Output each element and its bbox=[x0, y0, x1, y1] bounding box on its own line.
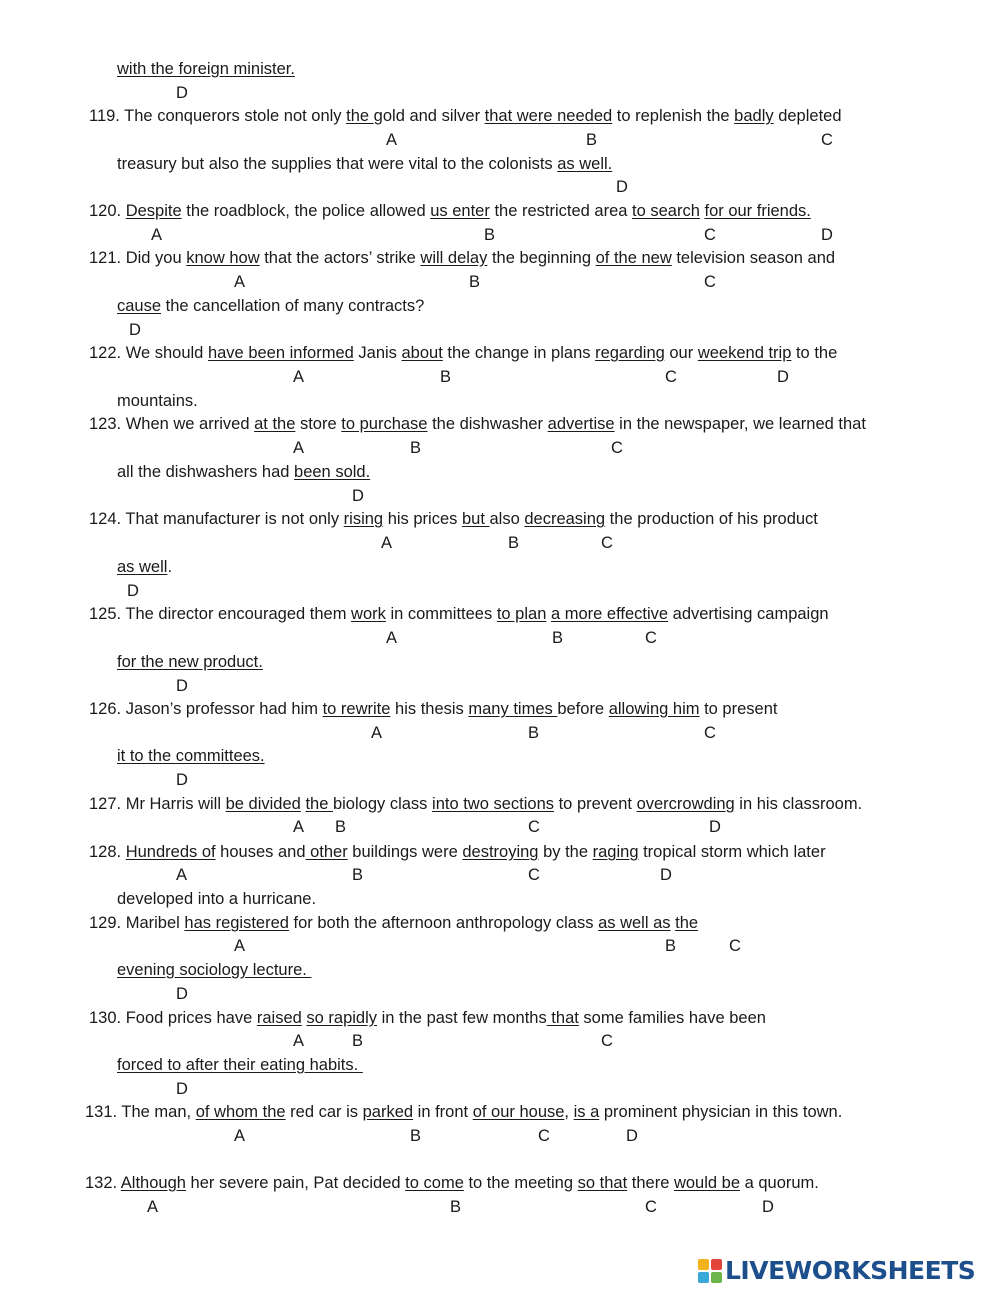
question-text-line bbox=[117, 1055, 363, 1075]
logo-cube bbox=[711, 1259, 722, 1270]
underlined-option: as well as bbox=[598, 914, 671, 932]
option-label-a: A bbox=[176, 866, 188, 884]
question-text: developed into a hurricane. bbox=[117, 890, 317, 908]
question-text-line bbox=[89, 414, 866, 434]
underlined-option: have been informed bbox=[207, 344, 354, 362]
logo-cube bbox=[698, 1272, 709, 1283]
question-text: 132. bbox=[85, 1174, 121, 1192]
question-text: 126. Jason’s professor had him bbox=[89, 700, 323, 718]
option-label-c: C bbox=[704, 273, 716, 291]
question-text: the production of his product bbox=[605, 510, 818, 528]
underlined-option: that were needed bbox=[484, 107, 613, 125]
question-text: store bbox=[295, 415, 342, 433]
option-label-d: D bbox=[127, 582, 139, 600]
option-label-b: B bbox=[352, 1032, 364, 1050]
option-label-b: B bbox=[665, 937, 677, 955]
option-label-a: A bbox=[234, 273, 246, 291]
underlined-option: know how bbox=[186, 249, 260, 267]
option-label-d: D bbox=[762, 1198, 774, 1216]
question-text: there bbox=[627, 1174, 674, 1192]
question-text-line bbox=[117, 960, 311, 980]
question-text: houses and bbox=[215, 843, 306, 861]
question-text: the change in plans bbox=[442, 344, 596, 362]
option-label-d: D bbox=[626, 1127, 638, 1145]
underlined-option: decreasing bbox=[524, 510, 606, 528]
option-label-a: A bbox=[293, 818, 305, 836]
underlined-option: the bbox=[346, 107, 374, 125]
underlined-option: evening sociology lecture. bbox=[117, 961, 312, 979]
question-text: in the past few months bbox=[377, 1009, 547, 1027]
question-text: buildings were bbox=[347, 843, 463, 861]
underlined-option: it to the committees. bbox=[117, 747, 265, 765]
option-label-d: D bbox=[129, 321, 141, 339]
question-text-line bbox=[89, 1008, 766, 1028]
option-label-c: C bbox=[538, 1127, 550, 1145]
question-text: 122. We should bbox=[89, 344, 208, 362]
question-text-line bbox=[89, 509, 818, 529]
question-text: , bbox=[564, 1103, 574, 1121]
option-label-b: B bbox=[528, 724, 540, 742]
question-text: in the newspaper, we learned that bbox=[614, 415, 866, 433]
option-label-b: B bbox=[552, 629, 564, 647]
question-text: mountains. bbox=[117, 392, 198, 410]
underlined-option: weekend trip bbox=[697, 344, 792, 362]
underlined-option: as well. bbox=[557, 155, 613, 173]
question-text: 123. When we arrived bbox=[89, 415, 255, 433]
option-label-d: D bbox=[176, 84, 188, 102]
question-text: also bbox=[489, 510, 525, 528]
underlined-option: about bbox=[401, 344, 443, 362]
question-text: the beginning bbox=[487, 249, 596, 267]
question-text: red car is bbox=[285, 1103, 363, 1121]
question-text: 130. Food prices have bbox=[89, 1009, 257, 1027]
question-text-line bbox=[89, 201, 811, 221]
question-text-line bbox=[89, 699, 777, 719]
underlined-option: would be bbox=[673, 1174, 741, 1192]
logo-text: LIVEWORKSHEETS bbox=[725, 1256, 976, 1285]
option-label-a: A bbox=[371, 724, 383, 742]
underlined-option: overcrowding bbox=[636, 795, 735, 813]
option-label-a: A bbox=[381, 534, 393, 552]
question-text-line bbox=[89, 913, 698, 933]
question-text: tropical storm which later bbox=[638, 843, 826, 861]
underlined-option: the bbox=[675, 914, 699, 932]
question-text: in his classroom. bbox=[734, 795, 863, 813]
logo-cube bbox=[698, 1259, 709, 1270]
underlined-option: regarding bbox=[595, 344, 665, 362]
underlined-option: cause bbox=[117, 297, 162, 315]
question-text-line bbox=[117, 889, 316, 909]
option-label-c: C bbox=[601, 1032, 613, 1050]
underlined-option: to rewrite bbox=[322, 700, 391, 718]
question-text-line bbox=[117, 296, 424, 316]
option-label-b: B bbox=[440, 368, 452, 386]
option-label-a: A bbox=[386, 629, 398, 647]
question-text: that the actors’ strike bbox=[259, 249, 421, 267]
option-label-c: C bbox=[611, 439, 623, 457]
option-label-c: C bbox=[601, 534, 613, 552]
question-text: in committees bbox=[385, 605, 497, 623]
underlined-option: into two sections bbox=[432, 795, 555, 813]
option-label-a: A bbox=[386, 131, 398, 149]
question-text: 124. That manufacturer is not only bbox=[89, 510, 344, 528]
question-text: the dishwasher bbox=[427, 415, 548, 433]
question-text-line bbox=[117, 59, 295, 79]
question-text: his prices bbox=[383, 510, 462, 528]
question-text-line bbox=[117, 652, 263, 672]
question-text: to the meeting bbox=[463, 1174, 578, 1192]
question-text: some families have been bbox=[578, 1009, 766, 1027]
option-label-a: A bbox=[234, 937, 246, 955]
question-text-line bbox=[89, 794, 862, 814]
underlined-option: so rapidly bbox=[306, 1009, 378, 1027]
option-label-c: C bbox=[704, 226, 716, 244]
option-label-a: A bbox=[293, 439, 305, 457]
underlined-option: to search bbox=[632, 202, 700, 220]
question-text: all the dishwashers had bbox=[117, 463, 295, 481]
option-label-c: C bbox=[528, 818, 540, 836]
question-text: prominent physician in this town. bbox=[599, 1103, 843, 1121]
question-text: 129. Maribel bbox=[89, 914, 185, 932]
underlined-option: raised bbox=[256, 1009, 302, 1027]
option-label-b: B bbox=[508, 534, 520, 552]
option-label-d: D bbox=[352, 487, 364, 505]
underlined-option: many times bbox=[468, 700, 558, 718]
underlined-option: of whom the bbox=[195, 1103, 286, 1121]
option-label-b: B bbox=[410, 1127, 422, 1145]
question-text: our bbox=[664, 344, 698, 362]
option-label-d: D bbox=[616, 178, 628, 196]
option-label-d: D bbox=[821, 226, 833, 244]
option-label-d: D bbox=[709, 818, 721, 836]
question-text: to the bbox=[791, 344, 838, 362]
question-text: 128. bbox=[89, 843, 126, 861]
underlined-option: Although bbox=[120, 1174, 186, 1192]
question-text: advertising campaign bbox=[668, 605, 829, 623]
question-text: a quorum. bbox=[740, 1174, 819, 1192]
question-text-line bbox=[89, 343, 837, 363]
underlined-option: at the bbox=[254, 415, 296, 433]
question-text: . bbox=[167, 558, 173, 576]
underlined-option: work bbox=[351, 605, 386, 623]
underlined-option: that bbox=[546, 1009, 579, 1027]
option-label-d: D bbox=[176, 1080, 188, 1098]
underlined-option: destroying bbox=[462, 843, 539, 861]
underlined-option: rising bbox=[343, 510, 384, 528]
option-label-b: B bbox=[469, 273, 481, 291]
question-text: biology class bbox=[332, 795, 433, 813]
option-label-c: C bbox=[645, 1198, 657, 1216]
question-text-line bbox=[85, 1102, 842, 1122]
option-label-b: B bbox=[586, 131, 598, 149]
underlined-option: for the new product. bbox=[117, 653, 263, 671]
option-label-d: D bbox=[660, 866, 672, 884]
question-text: for both the afternoon anthropology class bbox=[288, 914, 599, 932]
question-text: 125. The director encouraged them bbox=[89, 605, 352, 623]
question-text: the cancellation of many contracts? bbox=[161, 297, 425, 315]
underlined-option: forced to after their eating habits. bbox=[117, 1056, 363, 1074]
question-text: television season and bbox=[671, 249, 836, 267]
option-label-c: C bbox=[665, 368, 677, 386]
question-text-line bbox=[89, 248, 835, 268]
option-label-c: C bbox=[729, 937, 741, 955]
underlined-option: badly bbox=[734, 107, 774, 125]
question-text: to present bbox=[699, 700, 778, 718]
underlined-option: has registered bbox=[184, 914, 289, 932]
question-text: Janis bbox=[353, 344, 402, 362]
question-text-line bbox=[117, 462, 370, 482]
option-label-a: A bbox=[151, 226, 163, 244]
question-text-line bbox=[89, 106, 842, 126]
underlined-option: with the foreign minister. bbox=[117, 60, 295, 78]
question-text: 119. The conquerors stole not only bbox=[89, 107, 347, 125]
underlined-option: of our house bbox=[472, 1103, 565, 1121]
underlined-option: parked bbox=[362, 1103, 414, 1121]
option-label-b: B bbox=[335, 818, 347, 836]
underlined-option: raging bbox=[592, 843, 639, 861]
underlined-option: Despite bbox=[125, 202, 182, 220]
liveworksheets-logo bbox=[698, 1258, 975, 1284]
question-text: gold and silver bbox=[373, 107, 485, 125]
underlined-option: will delay bbox=[420, 249, 488, 267]
underlined-option: as well bbox=[117, 558, 168, 576]
question-text: 127. Mr Harris will bbox=[89, 795, 226, 813]
question-text-line bbox=[117, 154, 612, 174]
question-text: 120. bbox=[89, 202, 126, 220]
question-text: in front bbox=[413, 1103, 473, 1121]
underlined-option: other bbox=[305, 843, 348, 861]
option-label-d: D bbox=[176, 985, 188, 1003]
question-text: depleted bbox=[773, 107, 842, 125]
option-label-d: D bbox=[777, 368, 789, 386]
option-label-c: C bbox=[528, 866, 540, 884]
underlined-option: to come bbox=[405, 1174, 464, 1192]
option-label-d: D bbox=[176, 771, 188, 789]
option-label-a: A bbox=[293, 368, 305, 386]
question-text: her severe pain, Pat decided bbox=[185, 1174, 406, 1192]
option-label-b: B bbox=[484, 226, 496, 244]
option-label-a: A bbox=[234, 1127, 246, 1145]
underlined-option: allowing him bbox=[608, 700, 700, 718]
option-label-c: C bbox=[645, 629, 657, 647]
question-text: 131. The man, bbox=[85, 1103, 196, 1121]
question-text-line bbox=[117, 746, 265, 766]
underlined-option: to plan bbox=[496, 605, 547, 623]
underlined-option: so that bbox=[577, 1174, 628, 1192]
underlined-option: of the new bbox=[595, 249, 672, 267]
underlined-option: is a bbox=[573, 1103, 600, 1121]
question-text: the restricted area bbox=[489, 202, 633, 220]
underlined-option: Hundreds of bbox=[125, 843, 216, 861]
logo-cubes-icon bbox=[698, 1259, 722, 1283]
underlined-option: the bbox=[305, 795, 333, 813]
question-text: 121. Did you bbox=[89, 249, 187, 267]
underlined-option: but bbox=[461, 510, 490, 528]
question-text: treasury but also the supplies that were vital to the colonists bbox=[117, 155, 558, 173]
question-text-line bbox=[85, 1173, 819, 1193]
option-label-b: B bbox=[450, 1198, 462, 1216]
question-text: the roadblock, the police allowed bbox=[181, 202, 431, 220]
question-text: to replenish the bbox=[612, 107, 735, 125]
underlined-option: been sold. bbox=[294, 463, 371, 481]
question-text-line bbox=[117, 557, 172, 577]
logo-cube bbox=[711, 1272, 722, 1283]
option-label-d: D bbox=[176, 677, 188, 695]
option-label-b: B bbox=[352, 866, 364, 884]
option-label-b: B bbox=[410, 439, 422, 457]
question-text-line bbox=[89, 604, 829, 624]
underlined-option: a more effective bbox=[550, 605, 669, 623]
question-text-line bbox=[117, 391, 198, 411]
question-text: to prevent bbox=[554, 795, 637, 813]
question-text-line bbox=[89, 842, 826, 862]
question-text: before bbox=[557, 700, 609, 718]
question-text: his thesis bbox=[390, 700, 469, 718]
underlined-option: be divided bbox=[225, 795, 301, 813]
underlined-option: for our friends. bbox=[704, 202, 811, 220]
option-label-c: C bbox=[821, 131, 833, 149]
underlined-option: us enter bbox=[430, 202, 490, 220]
question-text: by the bbox=[538, 843, 593, 861]
option-label-a: A bbox=[293, 1032, 305, 1050]
underlined-option: advertise bbox=[547, 415, 615, 433]
option-label-a: A bbox=[147, 1198, 159, 1216]
option-label-c: C bbox=[704, 724, 716, 742]
underlined-option: to purchase bbox=[341, 415, 428, 433]
